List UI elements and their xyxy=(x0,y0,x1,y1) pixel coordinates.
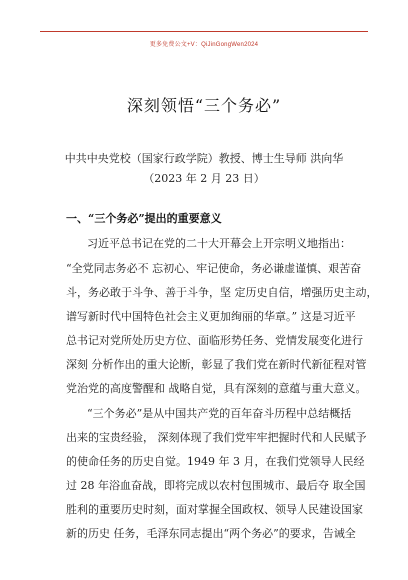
document-title: 深刻领悟“三个务必” xyxy=(126,96,282,115)
body-line: “全党同志务必不 忘初心、牢记使命，务必谦虚谨慎、艰苦奋 xyxy=(66,262,362,275)
body-line: 胜利的重要历史时刻，面对掌握全国政权、领导人民建设国家 xyxy=(66,503,363,516)
author-line: 中共中央党校（国家行政学院）教授、博士生导师 洪向华 xyxy=(64,152,344,165)
body-line: 习近平总书记在党的二十大开幕会上开宗明义地指出： xyxy=(87,237,351,250)
body-line: 总书记对党所处历史方位、面临形势任务、党情发展变化进行 xyxy=(66,334,363,347)
body-line: “三个务必”是从中国共产党的百年奋斗历程中总结概括 xyxy=(87,407,352,420)
section-heading: 一、“三个务必”提出的重要意义 xyxy=(66,212,222,225)
body-line: 的使命任务的历史自觉。1949 年 3 月，在我们党领导人民经 xyxy=(66,455,365,468)
body-line: 党治党的高度警醒和 战略自觉，具有深刻的意蕴与重大意义。 xyxy=(66,382,367,395)
body-line: 过 28 年浴血奋战，即将完成以农村包围城市、最后夺 取全国 xyxy=(66,479,366,492)
body-line: 出来的宝贵经验， 深刻体现了我们党牢牢把握时代和人民赋予 xyxy=(66,431,367,444)
date-line: （2023 年 2 月 23 日） xyxy=(143,172,265,185)
body-line: 谱写新时代中国特色社会主义更加绚丽的华章。” 这是习近平 xyxy=(66,310,356,323)
watermark-text: 更多免费公文+V：QiJinGongWen2024 xyxy=(149,42,259,48)
body-line: 斗，务必敢于斗争、善于斗争，坚 定历史自信，增强历史主动， xyxy=(66,286,378,299)
body-line: 新的历史 任务，毛泽东同志提出“两个务必”的要求，告诫全 xyxy=(66,527,356,540)
header-divider xyxy=(40,31,368,32)
body-line: 深刻 分析作出的重大论断，彰显了我们党在新时代新征程对管 xyxy=(66,358,367,371)
